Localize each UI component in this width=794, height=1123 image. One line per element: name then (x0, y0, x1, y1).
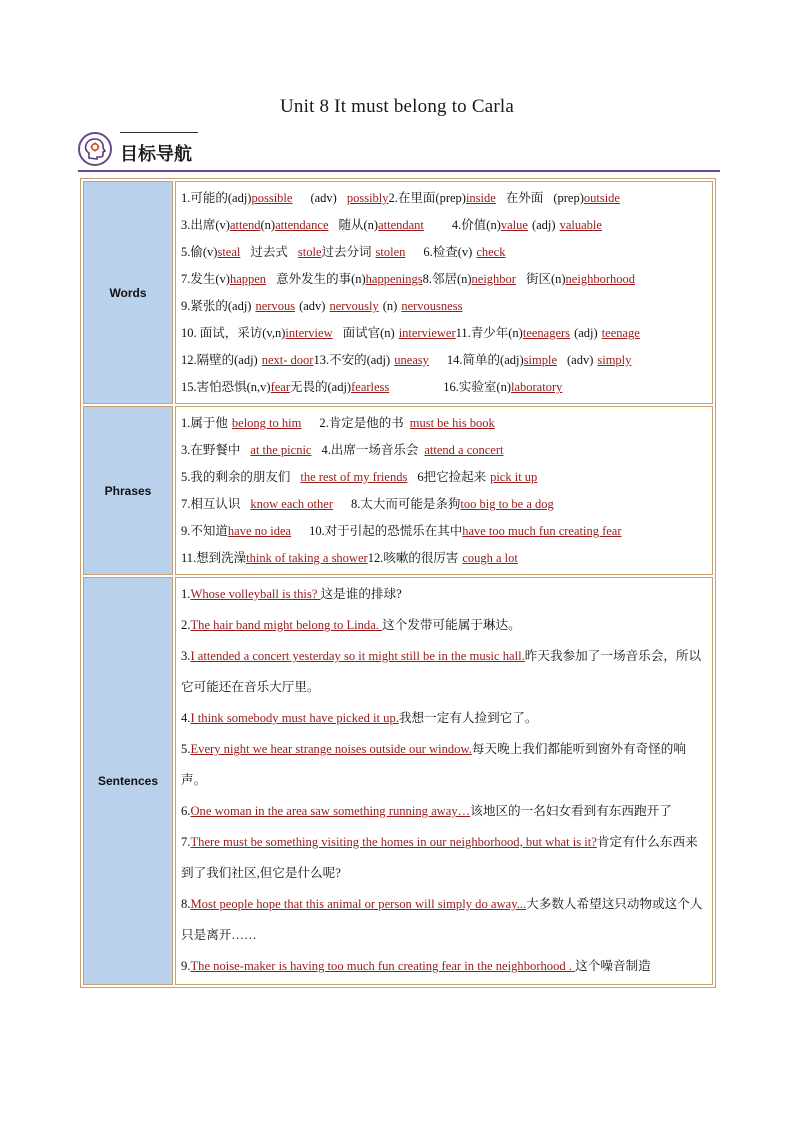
answer: possible (251, 191, 293, 205)
answer: pick it up (490, 470, 538, 484)
title-overline (120, 132, 198, 133)
prompt: 12.咳嗽的很厉害 (367, 551, 459, 565)
chinese-translation: 这是谁的排球? (320, 587, 402, 601)
sentences-cell (175, 577, 713, 985)
head-gear-icon (78, 132, 112, 166)
prompt: 街区(n) (525, 272, 566, 286)
list-item (181, 796, 706, 827)
header-divider (78, 170, 720, 172)
answer: laboratory (510, 380, 563, 394)
list-item (181, 185, 708, 212)
item-number: 4. (181, 711, 191, 725)
answer: outside (583, 191, 620, 205)
answer: nervous (255, 299, 296, 313)
prompt: 7.相互认识 (181, 497, 241, 511)
list-item (181, 437, 708, 464)
sentences-label: Sentences (83, 577, 173, 985)
answer: cough a lot (462, 551, 518, 565)
english-sentence: Most people hope that this animal or person will simply do away... (190, 897, 527, 911)
list-item (181, 641, 706, 703)
list-item (181, 579, 706, 610)
list-item (181, 951, 706, 982)
words-cell (175, 181, 713, 404)
answer: possibly (346, 191, 389, 205)
chinese-translation: 我想一定有人捡到它了。 (398, 711, 538, 725)
prompt: (adv) (567, 353, 594, 367)
answer: happen (229, 272, 267, 286)
answer: the rest of my friends (300, 470, 408, 484)
prompt: 3.出席(v) (181, 218, 230, 232)
english-sentence: I think somebody must have picked it up. (190, 711, 399, 725)
table-row (83, 406, 713, 575)
answer: value (500, 218, 528, 232)
prompt: 9.紧张的(adj) (181, 299, 252, 313)
answer: inside (465, 191, 496, 205)
prompt: 2.肯定是他的书 (319, 416, 404, 430)
list-item (181, 266, 708, 293)
list-item (181, 518, 708, 545)
answer: must be his book (409, 416, 495, 430)
answer: belong to him (231, 416, 302, 430)
prompt: 5.偷(v) (181, 245, 218, 259)
answer: attend (229, 218, 261, 232)
prompt: 随从(n) (338, 218, 379, 232)
prompt: (adv) (299, 299, 326, 313)
phrases-label: Phrases (83, 406, 173, 575)
prompt: 面试官(n) (342, 326, 395, 340)
prompt: (adj) (574, 326, 598, 340)
item-number: 5. (181, 742, 191, 756)
list-item (181, 610, 706, 641)
prompt: 8.太大而可能是条狗 (351, 497, 461, 511)
prompt: 过去分词 (321, 245, 372, 259)
chinese-translation: 每天晚上我们都能听到窗外有奇怪的响声。 (181, 742, 686, 787)
list-item (181, 491, 708, 518)
prompt: 4.价值(n) (451, 218, 501, 232)
prompt: 无畏的(adj) (290, 380, 352, 394)
phrases-cell (175, 406, 713, 575)
item-number: 7. (181, 835, 191, 849)
prompt: (prep) (553, 191, 584, 205)
prompt: 15.害怕恐惧(n,v) (181, 380, 271, 394)
item-number: 9. (181, 959, 191, 973)
chinese-translation: 昨天我参加了一场音乐会，所以它可能还在音乐大厅里。 (181, 649, 702, 694)
section-heading: 目标导航 (120, 144, 192, 165)
prompt: 11.想到洗澡 (181, 551, 247, 565)
list-item (181, 703, 706, 734)
prompt: 3.在野餐中 (181, 443, 241, 457)
prompt: 1.属于他 (181, 416, 228, 430)
prompt: 16.实验室(n) (443, 380, 511, 394)
answer: valuable (559, 218, 602, 232)
item-number: 3. (181, 649, 191, 663)
answer: know each other (250, 497, 333, 511)
answer: neighborhood (565, 272, 635, 286)
list-item (181, 320, 708, 347)
prompt: 意外发生的事(n) (276, 272, 366, 286)
prompt: 4.出席一场音乐会 (321, 443, 419, 457)
prompt: 12.隔壁的(adj) (181, 353, 258, 367)
answer: nervousness (401, 299, 463, 313)
chinese-translation: 这个发带可能属于琳达。 (382, 618, 521, 632)
prompt: 8.邻居(n) (422, 272, 472, 286)
answer: think of taking a shower (246, 551, 368, 565)
item-number: 6. (181, 804, 191, 818)
answer: teenage (601, 326, 640, 340)
prompt: 6把它捡起来 (417, 470, 487, 484)
goal-navigation-header (78, 130, 720, 174)
answer: attend a concert (424, 443, 504, 457)
page-title: Unit 8 It must belong to Carla (280, 96, 514, 117)
list-item (181, 410, 708, 437)
prompt: 7.发生(v) (181, 272, 230, 286)
prompt: 5.我的剩余的朋友们 (181, 470, 291, 484)
prompt: (adv) (310, 191, 337, 205)
prompt: 13.不安的(adj) (313, 353, 391, 367)
answer: uneasy (394, 353, 429, 367)
answer: attendant (378, 218, 424, 232)
chinese-translation: 大多数人希望这只动物或这个人只是离开…… (181, 897, 703, 942)
prompt: 6.检查(v) (423, 245, 473, 259)
answer: attendance (275, 218, 329, 232)
answer: have no idea (227, 524, 292, 538)
item-number: 2. (181, 618, 191, 632)
answer: interviewer (398, 326, 456, 340)
list-item (181, 212, 708, 239)
list-item (181, 464, 708, 491)
chinese-translation: 肯定有什么东西来到了我们社区,但它是什么呢? (181, 835, 698, 880)
prompt: 10. 面试，采访(v,n) (181, 326, 286, 340)
answer: interview (285, 326, 333, 340)
answer: stole (297, 245, 322, 259)
prompt: 过去式 (250, 245, 288, 259)
list-item (181, 827, 706, 889)
table-row (83, 577, 713, 985)
prompt: (n) (260, 218, 276, 232)
words-label: Words (83, 181, 173, 404)
answer: fear (270, 380, 290, 394)
prompt: (adj) (531, 218, 556, 232)
chinese-translation: 该地区的一名妇女看到有东西跑开了 (470, 804, 672, 818)
answer: stolen (375, 245, 406, 259)
vocabulary-table (80, 178, 716, 988)
item-number: 1. (181, 587, 191, 601)
list-item (181, 545, 708, 572)
list-item (181, 889, 706, 951)
list-item (181, 293, 708, 320)
english-sentence: The noise-maker is having too much fun creating fear in the neighborhood . (190, 959, 576, 973)
answer: fearless (351, 380, 390, 394)
answer: nervously (329, 299, 379, 313)
answer: check (476, 245, 506, 259)
prompt: 14.简单的(adj) (446, 353, 524, 367)
english-sentence: Whose volleyball is this? (190, 587, 321, 601)
english-sentence: Every night we hear strange noises outside our window. (190, 742, 472, 756)
answer: steal (217, 245, 241, 259)
prompt: 10.对于引起的恐慌乐在其中 (309, 524, 463, 538)
list-item (181, 239, 708, 266)
answer: teenagers (522, 326, 571, 340)
english-sentence: I attended a concert yesterday so it might still be in the music hall. (190, 649, 525, 663)
english-sentence: One woman in the area saw something running away… (190, 804, 471, 818)
prompt: 1.可能的(adj) (181, 191, 252, 205)
answer: next- door (261, 353, 314, 367)
prompt: 2.在里面(prep) (388, 191, 466, 205)
answer: too big to be a dog (460, 497, 554, 511)
english-sentence: The hair band might belong to Linda. (190, 618, 383, 632)
item-number: 8. (181, 897, 191, 911)
prompt: 11.青少年(n) (455, 326, 523, 340)
answer: at the picnic (250, 443, 312, 457)
english-sentence: There must be something visiting the homes in our neighborhood, but what is it? (190, 835, 597, 849)
answer: simply (597, 353, 632, 367)
list-item (181, 347, 708, 374)
prompt: (n) (382, 299, 398, 313)
prompt: 在外面 (505, 191, 544, 205)
answer: have too much fun creating fear (462, 524, 622, 538)
table-row (83, 181, 713, 404)
prompt: 9.不知道 (181, 524, 228, 538)
answer: simple (523, 353, 557, 367)
list-item (181, 374, 708, 401)
list-item (181, 734, 706, 796)
answer: neighbor (471, 272, 516, 286)
answer: happenings (365, 272, 423, 286)
chinese-translation: 这个噪音制造 (575, 959, 651, 973)
